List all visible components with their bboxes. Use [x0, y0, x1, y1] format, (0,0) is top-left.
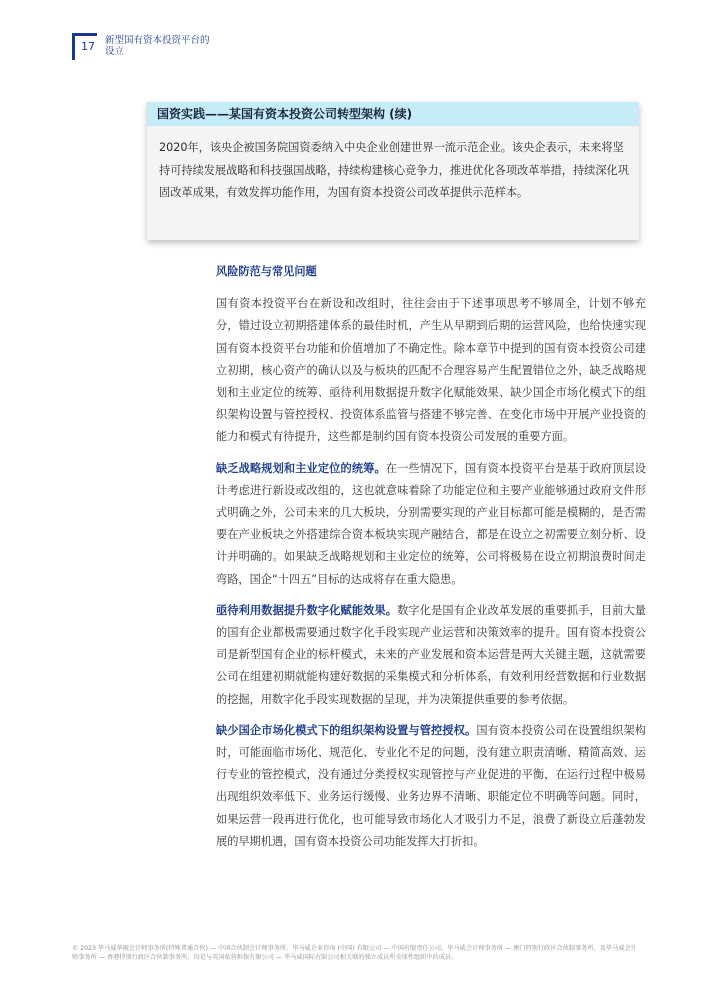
section-heading: 风险防范与常见问题	[216, 265, 317, 278]
risk-item-text: 在一些情况下，国有资本投资平台是基于政府顶层设计考虑进行新设或改组的，这也就意味着除了功能定位和主要产业能够通过政府文件形式明确之外，公司未来的几大板块，分别需要实现的产业目标都可能是模糊的，是否需要在产业板块之外搭建综合资本板块实现产融结合，都是在设立之初需要立刻分析、设计并明确的。如果缺乏战略规划和主业定位的统筹，公司将极易在设立初期浪费时间走弯路，国企“十四五”目标的达成将存在重大隐患。	[216, 461, 646, 586]
case-study-box	[147, 102, 639, 240]
risk-item-lead: 亟待利用数据提升数字化赋能效果。	[216, 603, 398, 617]
risk-item-lead: 缺乏战略规划和主业定位的统筹。	[216, 461, 386, 475]
chapter-title-line2: 设立	[105, 46, 125, 57]
risk-item	[216, 458, 646, 591]
risk-item-lead: 缺少国企市场化模式下的组织架构设置与管控授权。	[216, 723, 477, 737]
chapter-title-line1: 新型国有资本投资平台的	[105, 35, 210, 46]
case-study-title: 国资实践——某国有资本投资公司转型架构 (续)	[147, 102, 639, 126]
intro-paragraph: 国有资本投资平台在新设和改组时，往往会由于下述事项思考不够周全，计划不够充分，错过设立初期搭建体系的最佳时机，产生从早期到后期的运营风险，也给快速实现国有资本投资平台功能和价值增加了不确定性。除本章节中提到的国有资本投资公司建立初期，核心资产的确认以及与板块的匹配不合理容易产生配置错位之外，缺乏战略规划和主业定位的统筹、亟待利用数据提升数字化赋能效果、缺少国企市场化模式下的组织架构设置与管控授权、投资体系监管与搭建不够完善、在变化市场中开展产业投资的能力和模式有待提升，这些都是制约国有资本投资公司发展的重要方面。	[216, 297, 646, 444]
risk-item-text: 国有资本投资公司在设置组织架构时，可能面临市场化、规范化、专业化不足的问题，没有建立职责清晰、精简高效、运行专业的管控模式，没有通过分类授权实现管控与产业促进的平衡，在运行过程中极易出现组织效率低下、业务运行缓慢、业务边界不清晰、职能定位不明确等问题。同时，如果运营一段再进行优化，也可能导致市场化人才吸引力不足，浪费了新设立后蓬勃发展的早期机遇，国有资本投资公司功能发挥大打折扣。	[216, 723, 646, 848]
main-content	[216, 261, 646, 862]
chapter-title	[105, 35, 265, 57]
page-number: 17	[81, 40, 95, 53]
copyright-footer: © 2023 毕马威华振会计师事务所(特殊普通合伙) — 中国合伙制会计师事务所，毕马威企业咨询 (中国) 有限公司 — 中国有限责任公司，毕马威会计师事务所 — 澳门特别行政区合伙制事务所，及毕马威会计师事务所 — 香港特别行政区合伙制事务所，均是与英国私营担保有限公司 — 毕马威国际有限公司相关联的独立成员所全球性组织中的成员。	[72, 945, 637, 961]
risk-item	[216, 600, 646, 711]
case-study-body: 2020年，该央企被国务院国资委纳入中央企业创建世界一流示范企业。该央企表示，未来将坚持可持续发展战略和科技强国战略，持续构建核心竞争力，推进优化各项改革举措，持续深化巩固改革成果，有效发挥功能作用，为国有资本投资公司改革提供示范样本。	[159, 141, 629, 199]
risk-item	[216, 720, 646, 853]
page-header	[72, 33, 372, 59]
risk-item-text: 数字化是国有企业改革发展的重要抓手，目前大量的国有企业都极需要通过数字化手段实现产业运营和决策效率的提升。国有资本投资公司是新型国有企业的标杆模式，未来的产业发展和资本运营是两大关键主题，这就需要公司在组建初期就能构建好数据的采集模式和分析体系，有效利用经营数据和行业数据的挖掘，用数字化手段实现数据的呈现，并为决策提供重要的参考依据。	[216, 603, 646, 706]
